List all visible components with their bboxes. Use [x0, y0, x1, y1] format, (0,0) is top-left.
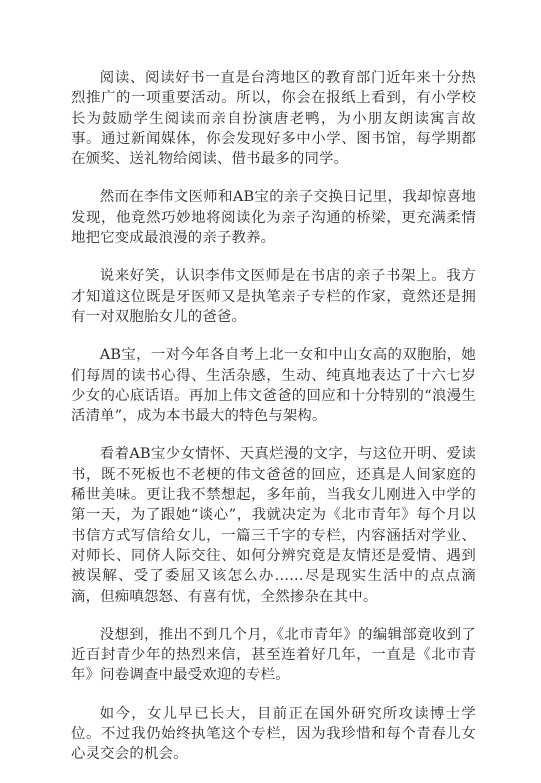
paragraph-7: 如今，女儿早已长大，目前正在国外研究所攻读博士学位。不过我仍始终执笔这个专栏，因为我珍惜和每个青春儿女心灵交会的机会。 — [71, 705, 476, 763]
article-body — [71, 68, 476, 783]
paragraph-1: 阅读、阅读好书一直是台湾地区的教育部门近年来十分热烈推广的一项重要活动。所以，你会在报纸上看到，有小学校长为鼓励学生阅读而亲自扮演唐老鸭，为小朋友朗读寓言故事。通过新闻媒体，你会发现好多中小学、图书馆，每学期都在颁奖、送礼物给阅读、借书最多的同学。 — [71, 70, 476, 168]
paragraph-3: 说来好笑，认识李伟文医师是在书店的亲子书架上。我方才知道这位既是牙医师又是执笔亲子专栏的作家，竟然还是拥有一对双胞胎女儿的爸爸。 — [71, 268, 476, 325]
paragraph-2: 然而在李伟文医师和AB宝的亲子交换日记里，我却惊喜地发现，他竟然巧妙地将阅读化为亲子沟通的桥梁，更充满柔情地把它变成最浪漫的亲子教养。 — [71, 189, 476, 247]
paragraph-4: AB宝，一对今年各自考上北一女和中山女高的双胞胎，她们每周的读书心得、生活杂感，生动、纯真地表达了十六七岁少女的心底话语。再加上伟文爸爸的回应和十分特别的“浪漫生活清单”，成为本书最大的特色与架构。 — [71, 347, 476, 425]
paragraph-6: 没想到，推出不到几个月，《北市青年》的编辑部竟收到了近百封青少年的热烈来信，甚至连着好几年，一直是《北市青年》问卷调查中最受欢迎的专栏。 — [71, 626, 476, 684]
paragraph-5: 看着AB宝少女情怀、天真烂漫的文字，与这位开明、爱读书，既不死板也不老梗的伟文爸爸的回应，还真是人间家庭的稀世美味。更让我不禁想起，多年前，当我女儿刚进入中学的第一天，为了跟她“谈心”，我就决定为《北市青年》每个月以书信方式写信给女儿，一篇三千字的专栏，内容涵括对学业、对师长、同侪人际交往、如何分辨究竟是友情还是爱情、遇到被误解、受了委屈又该怎么办……尽是现实生活中的点点滴滴，但痴嗔怨怒、有喜有忧，全然掺杂在其中。 — [71, 446, 476, 605]
